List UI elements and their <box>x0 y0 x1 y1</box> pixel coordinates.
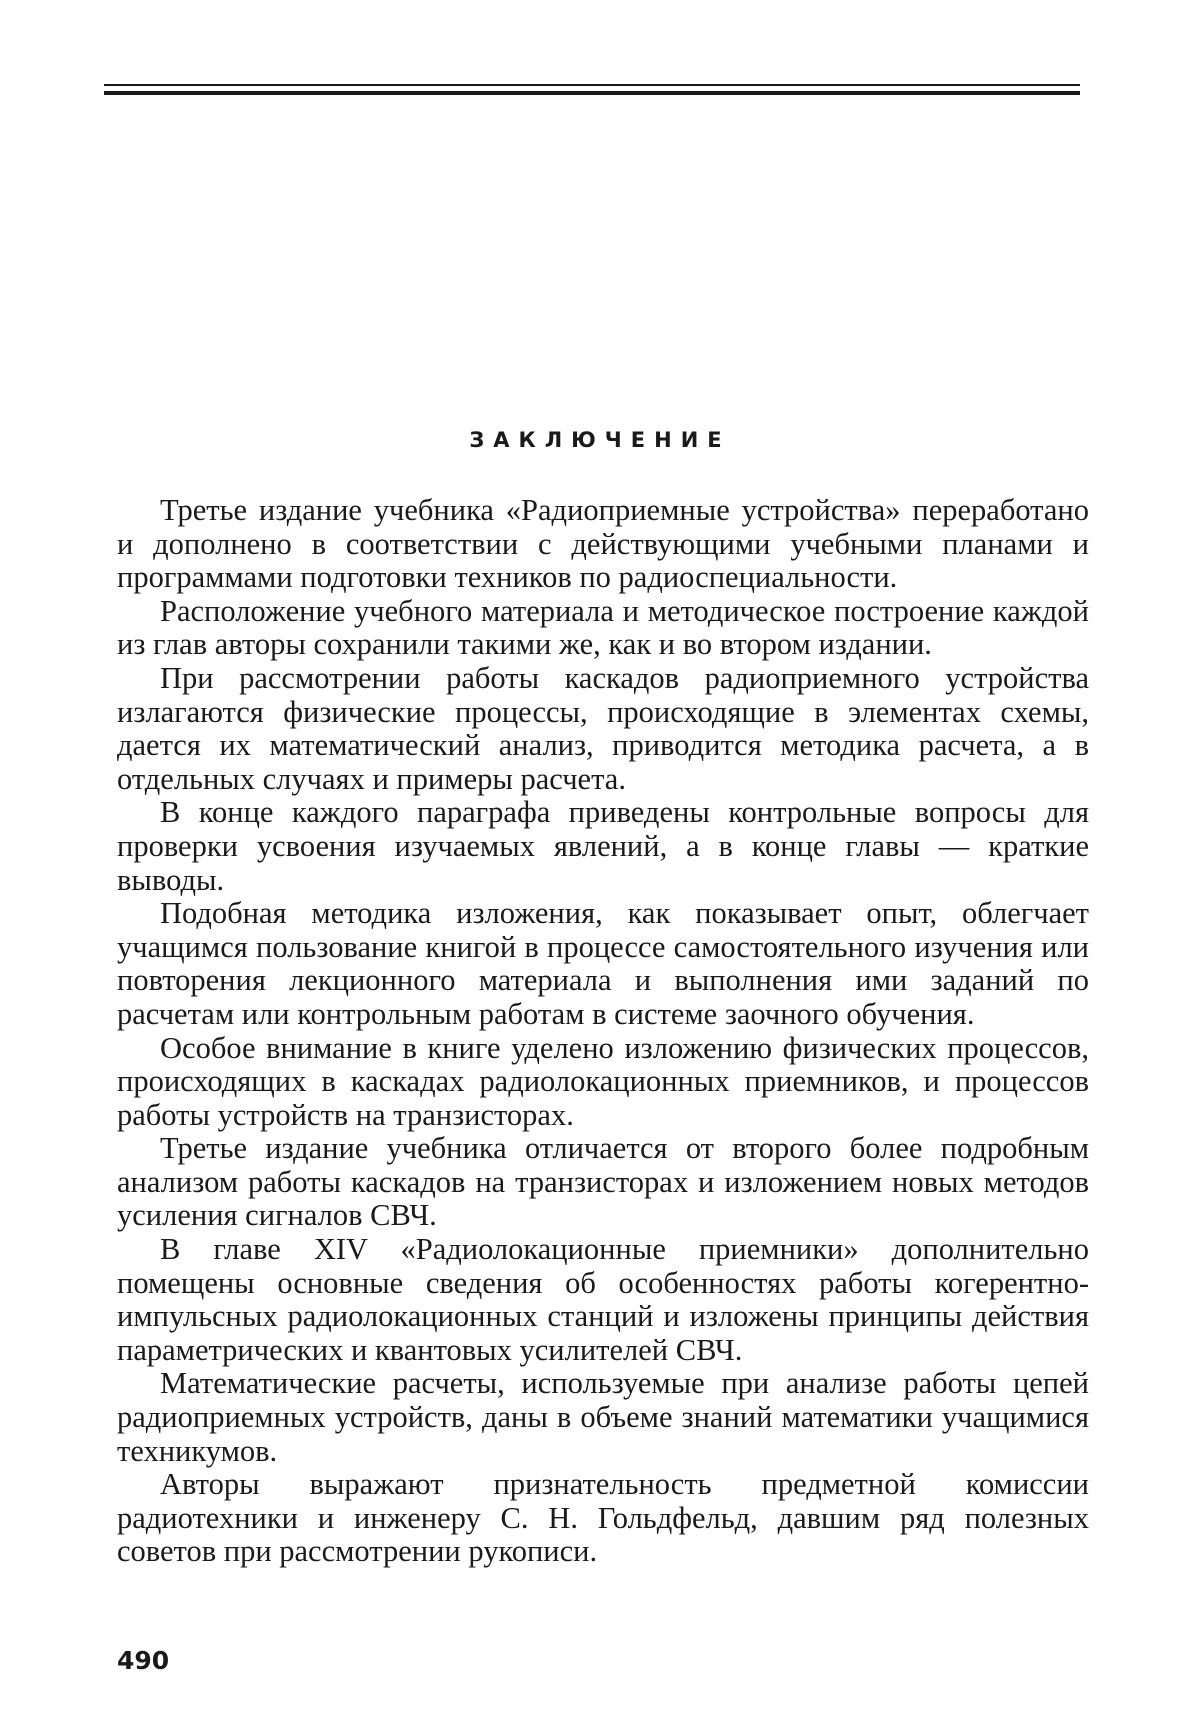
paragraph: В конце каждого параграфа приведены контрольные вопросы для проверки усвоения изучаемых явлений, а в конце главы — краткие выводы. <box>117 795 1089 897</box>
header-rule-thin <box>104 84 1080 86</box>
page-title: ЗАКЛЮЧЕНИЕ <box>469 428 731 452</box>
header-rule-thick <box>104 91 1080 95</box>
paragraph: При рассмотрении работы каскадов радиоприемного устройства излагаются физические процессы, происходящие в элементах схемы, дается их математический анализ, приводится методика расчета, а в отдельных случаях и примеры расчета. <box>117 660 1089 796</box>
body-text <box>117 494 1089 1569</box>
paragraph: Третье издание учебника «Радиоприемные устройства» переработано и дополнено в соответствии с действующими учебными планами и программами подготовки техников по радиоспециальности. <box>117 493 1089 595</box>
paragraph: Особое внимание в книге уделено изложению физических процессов, происходящих в каскадах радиолокационных приемников, и процессов работы устройств на транзисторах. <box>117 1030 1089 1132</box>
page-number: 490 <box>117 1646 170 1675</box>
paragraph: Математические расчеты, используемые при анализе работы цепей радиоприемных устройств, даны в объеме знаний математики учащимися техникумов. <box>117 1366 1089 1468</box>
paragraph: Подобная методика изложения, как показывает опыт, облегчает учащимся пользование книгой в процессе самостоятельного изучения или повторения лекционного материала и выполнения ими заданий по расчетам или контрольным работам в системе заочного обучения. <box>117 896 1089 1031</box>
paragraph: Расположение учебного материала и методическое построение каждой из глав авторы сохранили такими же, как и во втором издании. <box>117 593 1089 662</box>
paragraph: Авторы выражают признательность предметной комиссии радиотехники и инженеру С. Н. Гольдфельд, давшим ряд полезных советов при рассмотрении рукописи. <box>117 1467 1089 1569</box>
paragraph: В главе XIV «Радиолокационные приемники» дополнительно помещены основные сведения об особенностях работы когерентно-импульсных радиолокационных станций и изложены принципы действия параметрических и квантовых усилителей СВЧ. <box>117 1232 1089 1367</box>
paragraph: Третье издание учебника отличается от второго более подробным анализом работы каскадов на транзисторах и изложением новых методов усиления сигналов СВЧ. <box>117 1131 1089 1233</box>
